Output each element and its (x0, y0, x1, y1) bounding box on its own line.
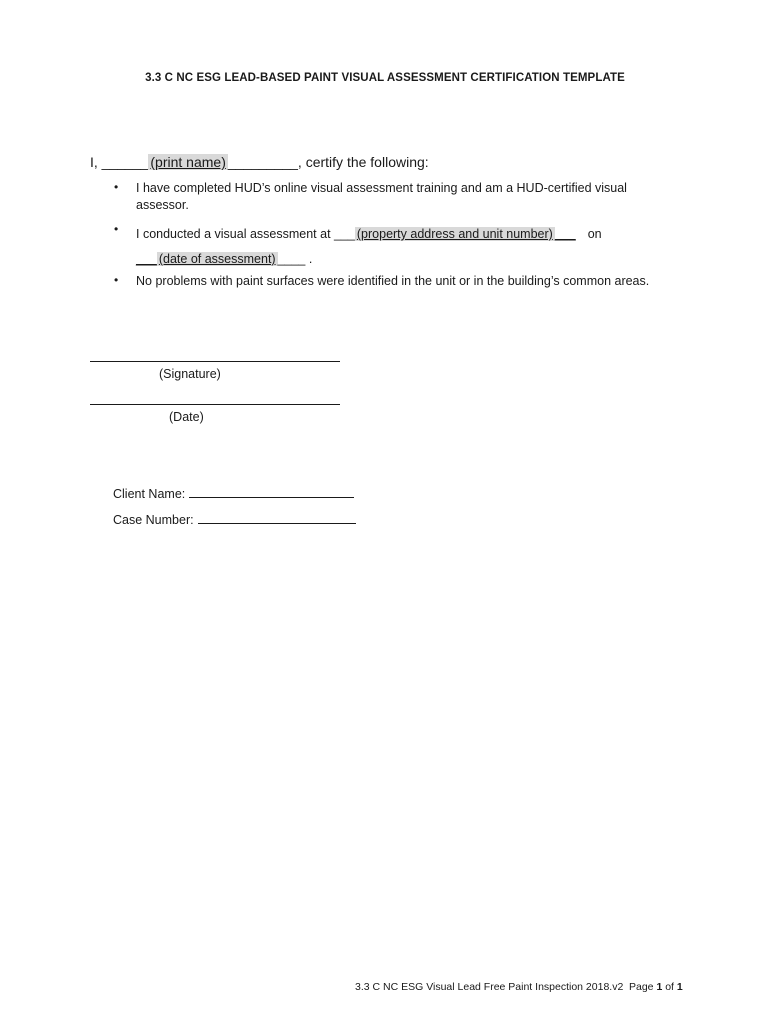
bullet-icon: • (114, 222, 119, 236)
footer-page-number: Page 1 of 1 (629, 981, 683, 993)
list-item-text: No problems with paint surfaces were identified in the unit or in the building’s common areas. (136, 274, 650, 288)
footer-doc-name: 3.3 C NC ESG Visual Lead Free Paint Inspection 2018.v2 (355, 981, 624, 993)
case-number-field[interactable] (198, 511, 356, 524)
property-address-field[interactable]: (property address and unit number) (356, 227, 553, 241)
assessment-date-field[interactable]: (date of assessment) (158, 252, 276, 266)
document-title: 3.3 C NC ESG LEAD-BASED PAINT VISUAL ASSESSMENT CERTIFICATION TEMPLATE (145, 72, 625, 84)
list-item-text (136, 222, 656, 272)
date-label: (Date) (169, 410, 204, 424)
bullet-icon: • (114, 273, 119, 287)
date-line[interactable] (90, 404, 340, 405)
address-trailing-blank: ___ (554, 227, 576, 241)
bullet-icon: • (114, 180, 119, 194)
date-trailing: ____ . (277, 252, 313, 266)
on-word: on (587, 227, 602, 241)
certify-prefix: I, ______ (90, 154, 149, 170)
assessment-prefix: I conducted a visual assessment at ___ (136, 227, 355, 241)
signature-line[interactable] (90, 361, 340, 362)
print-name-field[interactable]: (print name) (150, 154, 226, 170)
case-number-row (113, 511, 356, 527)
certify-statement (90, 154, 429, 170)
client-name-field[interactable] (189, 485, 354, 498)
client-name-row (113, 485, 354, 501)
date-leading-blank: ___ (136, 252, 157, 266)
case-number-label: Case Number: (113, 513, 194, 527)
signature-label: (Signature) (159, 367, 221, 381)
certify-suffix: _________, certify the following: (227, 154, 429, 170)
list-item-text: I have completed HUD’s online visual assessment training and am a HUD-certified visual assessor. (136, 181, 627, 212)
client-name-label: Client Name: (113, 487, 186, 501)
